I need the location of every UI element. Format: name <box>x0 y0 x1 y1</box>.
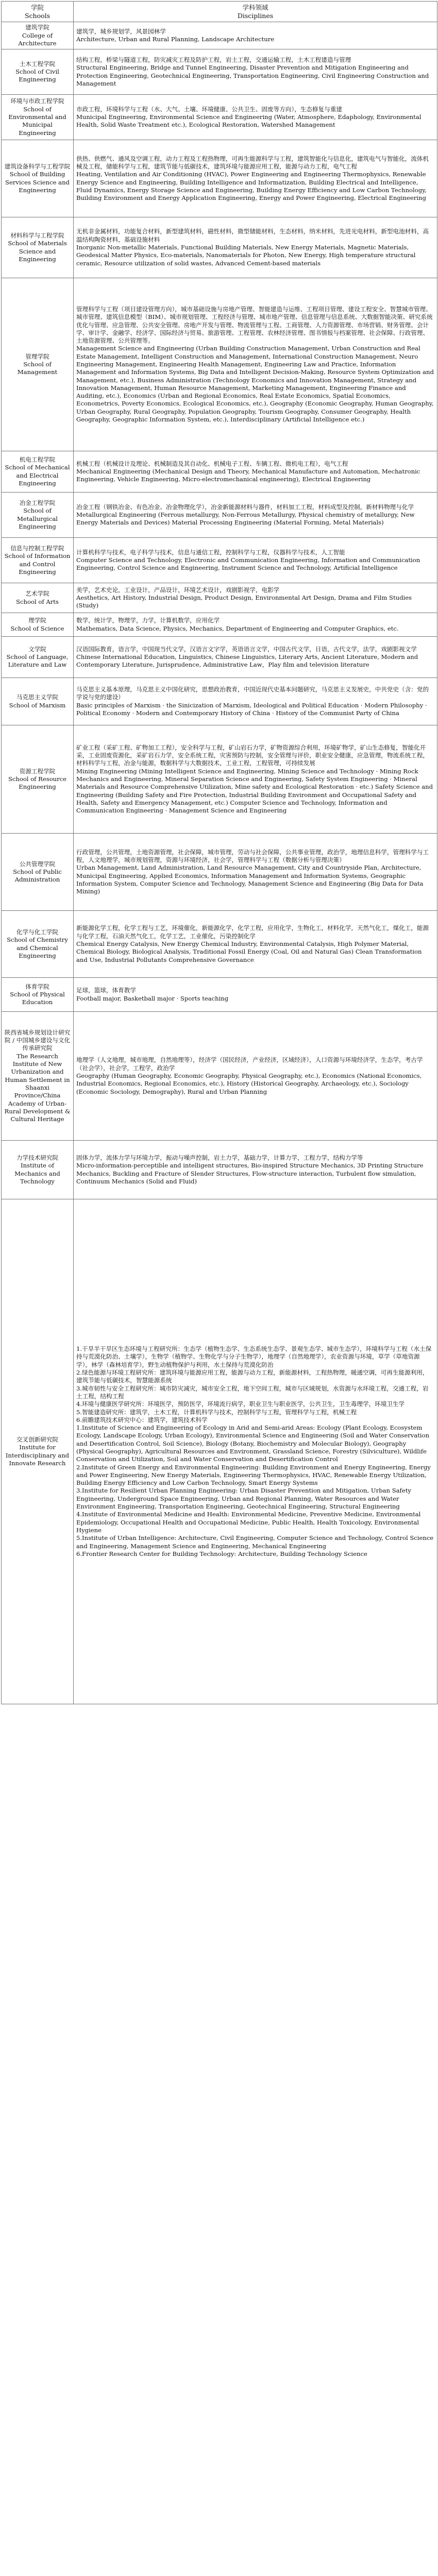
disciplines-cell <box>74 1199 437 1704</box>
school-cell <box>2 583 74 613</box>
header-schools-zh: 学院 <box>30 4 44 11</box>
disciplines-zh: 1.干旱半干旱区生态环境与工程研究所：生态学（植物生态学、生态系统生态学、景观生态学、城市生态学），环境科学与工程（水土保持与荒漠化防治、土壤学），生物学（植物学、生物化学与分子生物学），地理学（自然地理学），农业资源与环境，草学（草地资源学），林学（森林培育学），野生动植物保护与利用，水土保持与荒漠化防治 2.绿色能源与环境工程研究所：建筑环境与能源应用工程，能源与动力工程，新能源材料，工程热物理，暖通空调，可再生能源利用，建筑节能与低碳技术，智慧能源系统 3.城市韧性与安全工程研究所：城市防灾减灾，城市安全工程，地下空间工程，城市与区域规划，水资源与水环境工程，交通工程，岩土工程，结构工程 4.环境与健康医学研究所：环境医学，预防医学，环境流行病学，职业卫生与职业医学，公共卫生，卫生毒理学，环境卫生学 5.智能建造研究所：建筑学，土木工程，计算机科学与技术，控制科学与工程，管理科学与工程，机械工程 6.前瞻建筑技术研究中心：建筑学，建筑技术科学 <box>76 1345 432 1423</box>
disciplines-en: Basic principles of Marxism · the Sinicization of Marxism, Ideological and Political Education · Modern Philosophy · Political Economy · Modern and Contemporary History of China · History of the Communist Party of China <box>76 701 427 717</box>
disciplines-en: 1.Institute of Science and Engineering of Ecology in Arid and Semi-arid Areas: Ecology (Plant Ecology, Ecosystem Ecology, Landscape Ecology, Urban Ecology), Environmental Science and Engineering (Soil and Water Conservation and Desertification Control, Soil Science), Biology (Botany, Biochemistry and Molecular Biology), Geography (Physical Geography), Agricultural Resources and Environment, Grassland Science, Forestry (Silviculture), Wildlife Conservation and Utilization, Soil and Water Conservation and Desertification Control 2.Institute of Green Energy and Environmental Engineering: Building Environment and Energy Engineering, Energy and Power Engineering, New Energy Materials, Engineering Thermophysics, HVAC, Renewable Energy Utilization, Building Energy Efficiency and Low Carbon Technology, Smart Energy Systems 3.Institute for Resilient Urban Planning Engineering: Urban Disaster Prevention and Mitigation, Urban Safety Engineering, Underground Space Engineering, Urban and Regional Planning, Water Resources and Water Environment Engineering, Transportation Engineering, Geotechnical Engineering, Structural Engineering 4.Institute of Environmental Medicine and Health: Environmental Medicine, Preventive Medicine, Environmental Epidemiology, Occupational Health and Occupational Medicine, Public Health, Health Toxicology, Environmental Hygiene 5.Institute of Urban Intelligence: Architecture, Civil Engineering, Computer Science and Technology, Control Science and Engineering, Management Science and Engineering, Mechanical Engineering 6.Frontier Research Center for Building Technology: Architecture, Building Technology Science <box>76 1424 434 1557</box>
disciplines-zh: 机械工程（机械设计及理论、机械制造及其自动化、机械电子工程、车辆工程、微机电工程），电气工程 <box>76 460 348 467</box>
table-header-row <box>2 2 437 22</box>
disciplines-en: Structural Engineering, Bridge and Tunnel Engineering, Disaster Prevention and Mitigation Engineering and Protection Engineering, Geotechnical Engineering, Transportation Engineering, Civil Engineering Construction and Management <box>76 64 429 87</box>
school-name-en: School of Management <box>17 360 58 376</box>
table-row <box>2 22 437 49</box>
school-cell <box>2 613 74 637</box>
disciplines-zh: 美学，艺术史论，工业设计，产品设计，环境艺术设计，戏剧影视学，电影学 <box>76 586 280 594</box>
school-cell <box>2 978 74 1012</box>
table-row <box>2 493 437 538</box>
table-row <box>2 725 437 834</box>
school-name-zh: 冶金工程学院 <box>19 499 56 507</box>
table-row <box>2 1012 437 1141</box>
school-cell <box>2 637 74 678</box>
school-name-en: School of Information and Control Engineering <box>4 552 71 575</box>
school-name-zh: 化学与化工学院 <box>16 928 59 936</box>
school-name-en: School of Language, Literature and Law <box>6 653 69 669</box>
school-cell <box>2 451 74 493</box>
disciplines-cell <box>74 725 437 834</box>
disciplines-cell <box>74 637 437 678</box>
disciplines-zh: 矿业工程（采矿工程、矿物加工工程），安全科学与工程，矿山岩石力学，矿物资源综合利用，环境矿物学，矿山生态修复，智能化开采，工业固废资源化，采矿岩石力学，安全系统工程，灾害预防与控制，安全管理与评价，职业安全健康，应急管理，物流系统工程，材料科学与工程，冶金与能源，数据科学与大数据技术，工业工程，工程管理，可持续发展 <box>76 743 429 767</box>
table-row <box>2 637 437 678</box>
header-schools-en: Schools <box>24 11 50 20</box>
school-cell <box>2 493 74 538</box>
school-name-en: School of Materials Science and Engineering <box>8 240 67 263</box>
school-name-en: College of Architecture <box>18 31 57 47</box>
table-row <box>2 678 437 725</box>
school-cell <box>2 95 74 140</box>
disciplines-en: Mathematics, Data Science, Physics, Mechanics, Department of Engineering and Computer Graphics, etc. <box>76 624 399 632</box>
disciplines-zh: 计算机科学与技术，电子科学与技术，信息与通信工程，控制科学与工程，仪器科学与技术，人工智能 <box>76 548 345 556</box>
school-name-zh: 体育学院 <box>25 982 49 990</box>
disciplines-cell <box>74 140 437 217</box>
school-name-en: The Research Institute of New Urbanization and Human Settlement in Shaanxi Province/China Academy of Urban-Rural Development & Cultural Heritage <box>4 1052 71 1123</box>
disciplines-cell <box>74 834 437 911</box>
disciplines-cell <box>74 911 437 978</box>
table-body <box>2 22 437 1704</box>
school-cell <box>2 1012 74 1141</box>
disciplines-cell <box>74 278 437 451</box>
school-cell <box>2 538 74 583</box>
disciplines-zh: 管理科学与工程（项目建设管理方向），城市基础设施与房地产管理、智能建造与运维、工程项目管理、建设工程安全、智慧城市管理、城市管理、建筑信息模型（BIM）、城市规划管理、工程经济与管理、城市地产管理、信息管理与信息系统、大数据智能决策、研究系统优化与管理、应急管理、公共安全管理、房地产开发与管理、物流管理与工程、工商管理、人力资源管理、市场营销、财务管理、会计学、审计学、金融学、经济学、国际经济与贸易、旅游管理、工程管理、农林经济管理、图书情报与档案管理、社会保障、行政管理、土地资源管理、公共管理等。 <box>76 305 433 345</box>
disciplines-zh: 行政管理，公共管理，土地资源管理，社会保障，城市管理，劳动与社会保障，公共事业管理，政治学，地理信息科学，管理科学与工程，人文地理学，城市规划管理，资源与环境经济，社会学，管理科学与工程（数据分析与管理决策） <box>76 848 429 864</box>
school-name-en: School of Marxism <box>9 701 66 709</box>
disciplines-cell <box>74 1012 437 1141</box>
disciplines-zh: 建筑学，城乡规划学，风景园林学 <box>76 27 166 35</box>
table-row <box>2 1199 437 1704</box>
school-name-zh: 土木工程学院 <box>19 60 56 67</box>
school-cell <box>2 834 74 911</box>
disciplines-zh: 足球，篮球，体育教学 <box>76 987 136 994</box>
school-cell <box>2 140 74 217</box>
disciplines-en: Computer Science and Technology, Electronic and Communication Engineering, Information and Communication Engineering, Control Science and Engineering, Instrument Science and Technology, Artificial Intelligence <box>76 556 420 572</box>
school-name-en: School of Public Administration <box>13 868 62 884</box>
table-row <box>2 834 437 911</box>
disciplines-en: Management Science and Engineering (Urban Building Construction Management, Urban Construction and Real Estate Management, Intelligent Construction and Management, International Construction Management, Neuro Engineering Management, Engineering Health Management, Engineering Law and Practice, Information Management and Information Systems, Big Data and Intelligent Decision-Making, Resource System Optimization and Management, etc.), Business Administration (Technology Economics and Innovation Management, Strategy and Innovation Management, Human Resource Management, Marketing Management, Engineering Finance and Auditing, etc.), Economics (Urban and Regional Economics, Real Estate Economics, Spatial Economics, Econometrics, Poverty Economics, Ecological Economics, etc.), Geography (Economic Geography, Human Geography, Urban Geography, Rural Geography, Population Geography, Tourism Geography, Consumer Geography, Health Geography, Geographic Information System, etc.), Interdisciplinary (Artificial Intelligence etc.) <box>76 345 434 423</box>
school-name-zh: 建筑设备科学与工程学院 <box>4 163 71 171</box>
school-cell <box>2 217 74 278</box>
school-name-en: School of Civil Engineering <box>15 67 59 83</box>
school-name-zh: 资源工程学院 <box>19 767 56 775</box>
disciplines-zh: 无机非金属材料，功能复合材料，新型建筑材料，磁性材料，微型储能材料，生态材料，纳米材料，先进光电材料，新型电池材料，高温结构陶瓷材料，基础设施材料 <box>76 228 429 243</box>
disciplines-en: Architecture, Urban and Rural Planning, Landscape Architecture <box>76 36 275 43</box>
school-name-zh: 交叉创新研究院 <box>16 1436 59 1444</box>
table-row <box>2 140 437 217</box>
table-row <box>2 583 437 613</box>
school-name-en: School of Arts <box>16 598 59 605</box>
header-disciplines-en: Disciplines <box>237 11 274 20</box>
header-schools <box>2 2 74 22</box>
school-name-zh: 马克思主义学院 <box>16 693 59 701</box>
disciplines-table <box>1 1 437 1704</box>
school-name-en: School of Mechanical and Electrical Engineering <box>5 464 70 487</box>
school-name-zh: 管理学院 <box>25 352 49 360</box>
school-name-zh: 艺术学院 <box>25 590 49 598</box>
disciplines-en: Micro-information-perceptible and intelligent structures, Bio-inspired Structure Mechanics, 3D Printing Structure Mechanics, Buckling and Fracture of Slender Structures, Flow-structure interaction, Turbulent flow simulation, Continuum Mechanics (Solid and Fluid) <box>76 1162 424 1185</box>
header-disciplines <box>74 2 437 22</box>
school-name-en: School of Science <box>10 624 64 632</box>
disciplines-cell <box>74 538 437 583</box>
school-name-en: School of Building Services Science and Engineering <box>5 171 70 194</box>
disciplines-en: Heating, Ventilation and Air Conditioning (HVAC), Power Engineering and Engineering Thermophysics, Renewable Energy Science and Engineering, Building Intelligence and Informatization, Building Electrical and Intelligence, Fluid Dynamics, Energy Storage Science and Engineering, Building Energy Efficiency and Low Carbon Technology, Building Environment and Energy Application Engineering, Energy and Power Engineering, Electrical Engineering <box>76 171 427 202</box>
school-cell <box>2 49 74 95</box>
disciplines-zh: 结构工程，桥梁与隧道工程，防灾减灾工程及防护工程，岩土工程，交通运输工程，土木工程建造与管理 <box>76 56 351 64</box>
disciplines-cell <box>74 493 437 538</box>
school-cell <box>2 278 74 451</box>
school-name-en: School of Metallurgical Engineering <box>17 507 58 530</box>
table-row <box>2 978 437 1012</box>
disciplines-zh: 固体力学，流体力学与环境力学，振动与噪声控制，岩土力学，基础力学，计算力学，工程力学，结构力学等 <box>76 1154 363 1162</box>
disciplines-en: Chemical Energy Catalysis, New Energy Chemical Industry, Environmental Catalysis, High Polymer Material, Chemical Biology, Biological Analysis, Traditional Fossil Energy (Coal, Oil and Natural Gas) Clean Transformation and Use, Industrial Pollutants Comprehensive Governance <box>76 940 422 963</box>
table-row <box>2 217 437 278</box>
table-row <box>2 49 437 95</box>
disciplines-cell <box>74 49 437 95</box>
table-row <box>2 1141 437 1199</box>
school-name-en: Institute for Interdisciplinary and Innovate Research <box>5 1444 70 1467</box>
school-name-zh: 力学技术研究院 <box>16 1154 59 1162</box>
table-row <box>2 278 437 451</box>
disciplines-zh: 马克思主义基本原理，马克思主义中国化研究，思想政治教育，中国近现代史基本问题研究，马克思主义发展史，中共党史（含：党的学说与党的建设） <box>76 686 429 701</box>
school-name-en: Institute of Mechanics and Technology <box>14 1162 60 1185</box>
school-cell <box>2 678 74 725</box>
disciplines-cell <box>74 978 437 1012</box>
school-name-en: School of Chemistry and Chemical Engineering <box>7 936 68 959</box>
table-row <box>2 451 437 493</box>
disciplines-cell <box>74 613 437 637</box>
table-row <box>2 538 437 583</box>
disciplines-zh: 新能源化学工程，化学工程与工艺，环境催化，新能源化学，化学工程，应用化学，生物化工，材料化学，天然气化工，煤化工，能源与化学工程，石油天然气化工，化学工艺，工业催化，污染控制化学 <box>76 924 429 940</box>
header-disciplines-zh: 学科领域 <box>242 4 268 11</box>
school-name-zh: 陕西省城乡规划设计研究院 / 中国城乡建设与文化传承研究院 <box>4 1028 71 1052</box>
disciplines-en: Urban Management, Land Administration, Land Resource Management, City and Countryside Plan, Architecture, Municipal Engineering, Applied Economics, Information Management and Information Systems, Geographic Information System, Computer Science and Technology, Management Science and Engineering (Big Data for Data Mining) <box>76 864 424 895</box>
disciplines-zh: 地理学（人文地理，城市地理，自然地理等），经济学（国民经济，产业经济，区域经济），人口资源与环境经济学，生态学，考古学（社会学），社会学，工程学，政治学 <box>76 1056 423 1072</box>
school-name-en: School of Environmental and Municipal Engineering <box>8 105 66 137</box>
disciplines-cell <box>74 583 437 613</box>
disciplines-cell <box>74 217 437 278</box>
school-name-zh: 文学院 <box>28 645 46 653</box>
disciplines-en: Inorganic Non-metallic Materials, Functional Building Materials, New Energy Materials, Magnetic Materials, Geodesical Matter Physics, Eco-materials, Nanomaterials for Photon, New Energy, High temperature structural ceramic, Resource utilization of solid wastes, Advanced Cement-based materials <box>76 243 416 267</box>
disciplines-zh: 汉语国际教育，语言学，中国现当代文学，汉语言文字学，英语语言文学，中国古代文学，日语，古代文学，法学，戏剧影视文学 <box>76 645 417 653</box>
school-cell <box>2 725 74 834</box>
disciplines-cell <box>74 451 437 493</box>
table-row <box>2 95 437 140</box>
school-name-zh: 理学院 <box>28 617 46 624</box>
disciplines-en: Municipal Engineering, Environmental Science and Engineering (Water, Atmosphere, Edaphology, Environmental Health, Solid Waste Treatment etc.), Ecological Restoration, Watershed Management <box>76 113 422 129</box>
disciplines-zh: 市政工程，环境科学与工程（水、大气、土壤、环境健康、公共卫生、固废等方向），生态修复与重建 <box>76 105 342 113</box>
school-name-en: School of Physical Education <box>10 990 65 1006</box>
disciplines-cell <box>74 95 437 140</box>
disciplines-en: Geography (Human Geography, Economic Geography, Physical Geography, etc.), Economics (National Economics, Industrial Economics, Regional Economics, etc.), History (Historical Geography, Archaeology, etc.), Sociology (Economic Sociology, Demography), Rural and Urban Planning <box>76 1072 422 1095</box>
school-name-zh: 建筑学院 <box>25 24 49 31</box>
disciplines-en: Mining Engineering (Mining Intelligent Science and Engineering, Mining Science and Technology · Mining Rock Mechanics and Engineering, Mineral Separation Science and Engineering, Safety System Engineering · Mineral Materials and Resource Comprehensive Utilization, Mine safety and Ecological Restoration · etc.) Safety Science and Engineering (Building Safety and Fire Protection, Industrial Building Environment and Occupational Safety and Health, Safety and Emergency Management, etc.) Computer Science and Technology, Information and Communication Engineering · Management Science and Engineering <box>76 767 433 815</box>
table-row <box>2 613 437 637</box>
disciplines-en: Mechanical Engineering (Mechanical Design and Theory, Mechanical Manufacture and Automation, Mechatronic Engineering, Vehicle Engineering, Micro-electromechanical engineering), Electrical Engineering <box>76 467 420 483</box>
disciplines-en: Aesthetics, Art History, Industrial Design, Product Design, Environmental Art Design, Drama and Film Studies (Study) <box>76 594 412 609</box>
disciplines-en: Chinese International Education, Linguistics, Chinese Linguistics, Literary Arts, Ancient Literature, Modern and Contemporary Literature, Jurisprudence, Administrative Law，Play film and television literature <box>76 653 418 669</box>
school-name-zh: 公共管理学院 <box>19 860 56 868</box>
disciplines-zh: 冶金工程（钢铁冶金、有色冶金、冶金物理化学），冶金新能源材料与器件，材料加工工程，材料成型及控制，新材料物理与化学 <box>76 503 414 511</box>
disciplines-cell <box>74 1141 437 1199</box>
school-name-zh: 信息与控制工程学院 <box>10 545 64 552</box>
disciplines-cell <box>74 22 437 49</box>
school-name-zh: 环境与市政工程学院 <box>10 97 64 105</box>
disciplines-en: Metallurgical Engineering (Ferrous metallurgy, Non-Ferrous Metallurgy, Physical chemistry of metallurgy, New Energy Materials and Devices) Material Processing Engineering (Material Forming, Metal Materials) <box>76 511 415 527</box>
school-cell <box>2 22 74 49</box>
disciplines-zh: 供热、供燃气、通风及空调工程，动力工程及工程热物理，可再生能源科学与工程，建筑智能化与信息化，建筑电气与智能化，流体机械及工程，储能科学与工程，建筑节能与低碳技术，建筑环境与能源应用工程，能源与动力工程，电气工程 <box>76 155 429 171</box>
disciplines-zh: 数学，统计学，物理学，力学，计算机数学，应用化学 <box>76 617 220 624</box>
disciplines-cell <box>74 678 437 725</box>
school-cell <box>2 911 74 978</box>
school-name-zh: 材料科学与工程学院 <box>10 232 64 240</box>
school-cell <box>2 1199 74 1704</box>
school-name-en: School of Resource Engineering <box>8 775 67 791</box>
table-row <box>2 911 437 978</box>
school-name-zh: 机电工程学院 <box>19 456 56 464</box>
school-cell <box>2 1141 74 1199</box>
disciplines-en: Football major, Basketball major · Sports teaching <box>76 994 229 1002</box>
